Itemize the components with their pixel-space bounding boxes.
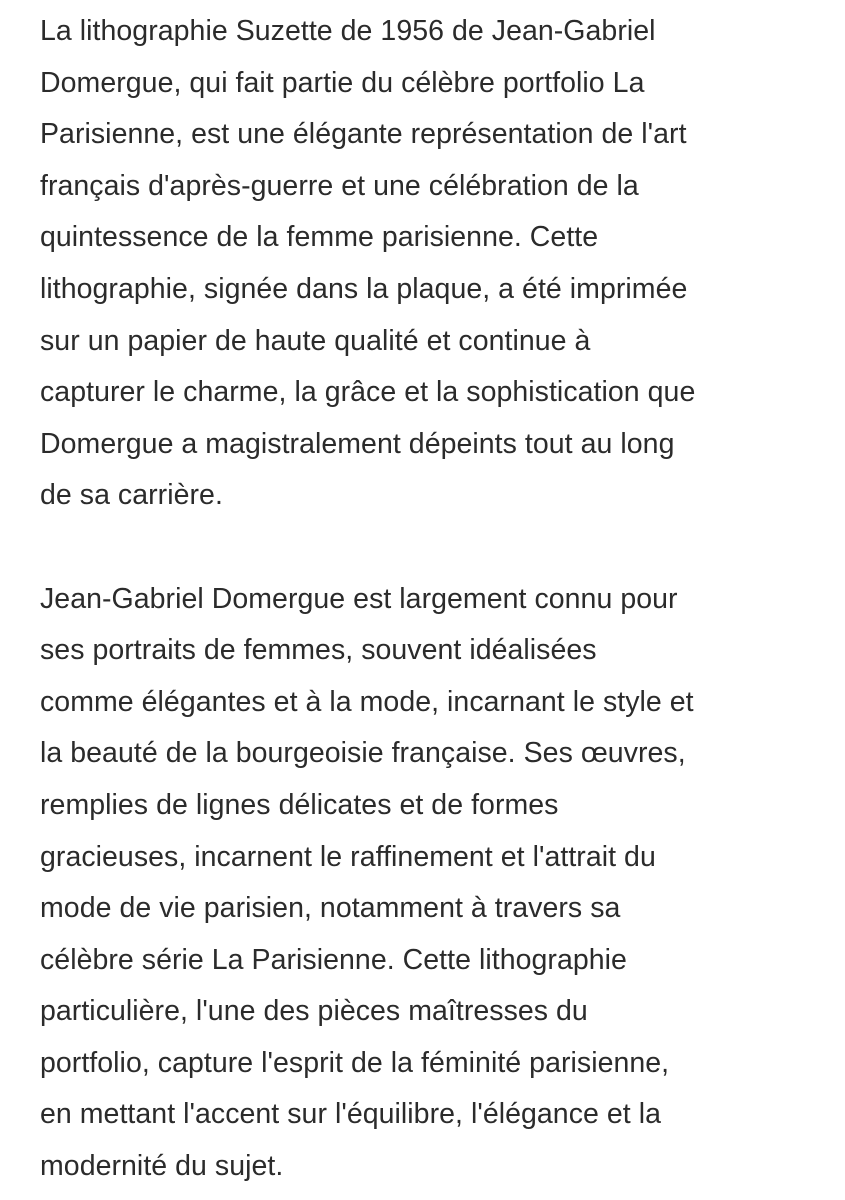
- paragraph-line: de sa carrière.: [40, 479, 223, 512]
- paragraph-line: ses portraits de femmes, souvent idéalisées: [40, 634, 597, 667]
- paragraph-2: [40, 574, 830, 1193]
- paragraph-line: Domergue, qui fait partie du célèbre portfolio La: [40, 66, 645, 99]
- paragraph-line: capturer le charme, la grâce et la sophistication que: [40, 376, 696, 409]
- paragraph-line: remplies de lignes délicates et de formes: [40, 788, 559, 821]
- paragraph-line: La lithographie Suzette de 1956 de Jean-Gabriel: [40, 15, 656, 47]
- paragraph-line: comme élégantes et à la mode, incarnant le style et: [40, 685, 694, 718]
- paragraph-line: en mettant l'accent sur l'équilibre, l'élégance et la: [40, 1098, 661, 1131]
- paragraph-line: sur un papier de haute qualité et continue à: [40, 324, 591, 357]
- article-body: [40, 6, 830, 1193]
- paragraph-line: mode de vie parisien, notamment à travers sa: [40, 892, 621, 925]
- paragraph-line: particulière, l'une des pièces maîtresses du: [40, 995, 588, 1028]
- paragraph-line: gracieuses, incarnent le raffinement et l'attrait du: [40, 840, 656, 873]
- paragraph-line: français d'après-guerre et une célébration de la: [40, 169, 639, 202]
- paragraph-line: Jean-Gabriel Domergue est largement connu pour: [40, 582, 678, 615]
- paragraph-line: Domergue a magistralement dépeints tout au long: [40, 427, 675, 460]
- paragraph-1: [40, 6, 830, 522]
- paragraph-line: portfolio, capture l'esprit de la féminité parisienne,: [40, 1046, 670, 1079]
- paragraph-line: modernité du sujet.: [40, 1150, 284, 1183]
- paragraph-line: lithographie, signée dans la plaque, a été imprimée: [40, 272, 688, 305]
- paragraph-line: quintessence de la femme parisienne. Cette: [40, 221, 599, 254]
- paragraph-line: la beauté de la bourgeoisie française. Ses œuvres,: [40, 737, 686, 770]
- paragraph-line: célèbre série La Parisienne. Cette lithographie: [40, 943, 627, 976]
- paragraph-line: Parisienne, est une élégante représentation de l'art: [40, 118, 687, 151]
- paragraph-spacer: [40, 522, 830, 574]
